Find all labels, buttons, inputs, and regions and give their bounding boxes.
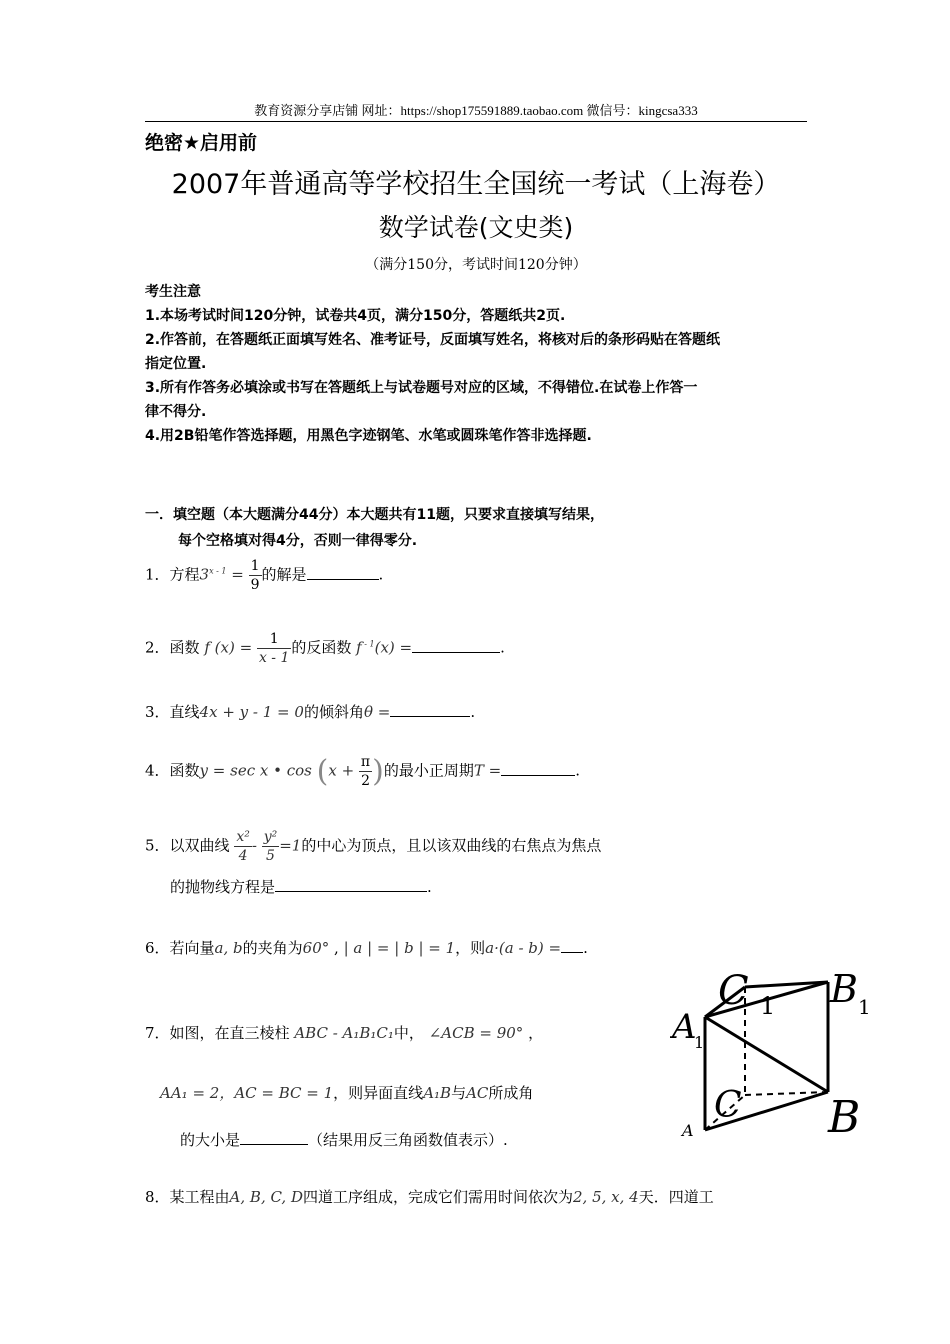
q2-inv: - 1 [361,639,375,649]
q8-num: 8．某工程由 [145,1188,230,1206]
q6-num: 6．若向量 [145,939,215,957]
label-C1: C [718,968,749,1014]
q5-minus: - [251,836,257,855]
q3-answer-blank[interactable] [390,702,470,717]
q4-fraction: $\frac{\pi}{2}$ [360,754,371,789]
label-A: A [682,1121,694,1140]
question-1: 1．方程$3^{x - 1}$ = $\frac{1}{9}$ 的解是 . [145,558,384,593]
label-B1: B [830,967,858,1011]
q8-times: 2, 5, x, 4 [573,1188,639,1206]
q4-num: 4．函数 [145,761,200,780]
notice-heading: 考生注意 [145,284,201,300]
q6-answer-blank[interactable] [561,938,583,953]
q7-prism: ABC - A₁B₁C₁ [294,1024,394,1042]
q7-line3a: 的大小是 [180,1131,241,1149]
q4-expr: y = sec x • cos [199,761,312,780]
secret-label: 绝密★启用前 [145,132,258,154]
question-2: 2．函数 f (x) = $\frac{1}{x - 1}$ 的反函数 f $^{- 1}$(x) = . [145,631,505,666]
notice-item: 4.用2B铅笔作答选择题，用黑色字迹钢笔、水笔或圆珠笔作答非选择题. [145,428,592,444]
q5-line2: 的抛物线方程是 [170,878,276,896]
question-7: 7．如图，在直三棱柱 ABC - A₁B₁C₁中， ∠ACB = 90° ， [145,1024,544,1042]
label-C: C [714,1085,742,1126]
q5-fraction-y: $\frac{\text{y²}}{5}$ [263,829,278,864]
q7-line3b: （结果用反三角函数值表示）. [308,1131,508,1149]
label-C1-sub: 1 [760,992,776,1020]
q7-text-c: 与 [451,1084,467,1102]
section-line-2: 每个空格填对得4分，否则一律得零分. [178,533,418,549]
q2-expr: f (x) = [204,638,253,657]
notice-item: 律不得分. [145,404,207,420]
paper-title: 数学试卷(文史类) [378,213,574,242]
q7-mid: 中， [393,1024,424,1042]
q2-answer-blank[interactable] [412,638,500,653]
notice-item: 指定位置. [145,356,207,372]
q3-tail: 的倾斜角 [303,703,364,721]
q1-tail: 的解是 [261,565,307,584]
question-3: 3．直线4x + y - 1 = 0的倾斜角θ = . [145,703,476,721]
notice-item: 1.本场考试时间120分钟，试卷共4页，满分150分，答题纸共2页. [145,308,566,324]
q8-mid: 四道工序组成，完成它们需用时间依次为 [302,1188,573,1206]
q5-tail: 的中心为顶点，且以该双曲线的右焦点为焦点 [301,836,602,855]
q5-answer-blank[interactable] [275,877,427,892]
q6-mid: 的夹角为 [242,939,303,957]
label-A1-sub: 1 [694,1033,705,1052]
q4-inner: x + [328,761,355,780]
q5-eq: =1 [279,836,302,855]
question-5-line-2: 的抛物线方程是 . [170,878,432,896]
question-8 [145,1186,714,1207]
section-line-1: 一．填空题（本大题满分44分）本大题共有11题，只要求直接填写结果， [145,507,604,523]
exam-title: 2007年普通高等学校招生全国统一考试（上海卷） [171,169,781,200]
question-5 [145,828,601,865]
section-heading [145,502,604,554]
q1-fraction: $\frac{1}{9}$ [250,558,260,593]
q6-mods: | a | = | b | = 1 [343,939,456,957]
question-4: 4．函数y = sec x • cos (x + $\frac{\pi}{2}$ )的最小正周期T = . [145,754,580,789]
question-7-line-2 [160,1082,533,1103]
q7-ac: AC [466,1084,489,1102]
q7-text-d: 所成角 [488,1084,534,1102]
q7-answer-blank[interactable] [240,1130,308,1145]
q5-num: 5．以双曲线 [145,836,230,855]
q7-text-b: ，则异面直线 [333,1084,424,1102]
q3-expr: 4x + y - 1 = 0 [199,703,304,721]
q7-a1b: A₁B [423,1084,452,1102]
q1-base: 3 [199,565,210,584]
q4-T: T = [473,761,502,780]
label-B1-sub: 1 [858,995,871,1019]
q1-answer-blank[interactable] [307,565,379,580]
q4-tail: 的最小正周期 [383,761,474,780]
q1-num: 1．方程 [145,565,200,584]
label-A1: A [672,1007,697,1047]
q5-fraction-x: $\frac{\text{x²}}{4}$ [236,829,250,864]
q2-f: f [356,638,362,657]
exam-info: （满分150分，考试时间120分钟） [365,257,587,273]
label-B: B [828,1092,861,1143]
q6-angle: 60° [302,939,330,957]
notice-item: 2.作答前，在答题纸正面填写姓名、准考证号，反面填写姓名，将核对后的条形码贴在答题纸 [145,332,721,348]
question-6: 6．若向量a, b的夹角为60° , | a | = | b | = 1，则a·(a - b) = . [145,939,588,957]
q4-answer-blank[interactable] [501,761,575,776]
q1-eq: = [226,565,244,584]
q1-exp: x - 1 [209,566,227,576]
q6-expr2: a·(a - b) = [485,939,562,957]
q6-tail: ，则 [455,939,486,957]
q2-mid: 的反函数 [291,638,352,657]
q7-angle: ∠ACB = 90° [428,1024,524,1042]
page-header: 教育资源分享店铺 网址：https://shop175591889.taobao.com 微信号：kingcsa333 [145,100,807,122]
edge-A1B [705,1017,828,1092]
q3-num: 3．直线 [145,703,200,721]
q3-theta: θ = [363,703,391,721]
notice-block [145,280,810,448]
q6-vectors: a, b [214,939,243,957]
q7-num: 7．如图，在直三棱柱 [145,1024,290,1042]
q8-tail: 天．四道工 [638,1188,714,1206]
q2-fraction: $\frac{1}{x - 1}$ [258,631,290,666]
q2-expr3: (x) = [374,638,413,657]
q7-lengths: AA₁ = 2，AC = BC = 1 [160,1084,334,1102]
q2-num: 2．函数 [145,638,200,657]
prism-figure [670,962,880,1147]
q8-steps: A, B, C, D [229,1188,303,1206]
notice-item: 3.所有作答务必填涂或书写在答题纸上与试卷题号对应的区域，不得错位.在试卷上作答一 [145,380,698,396]
question-7-line-3 [180,1129,508,1150]
